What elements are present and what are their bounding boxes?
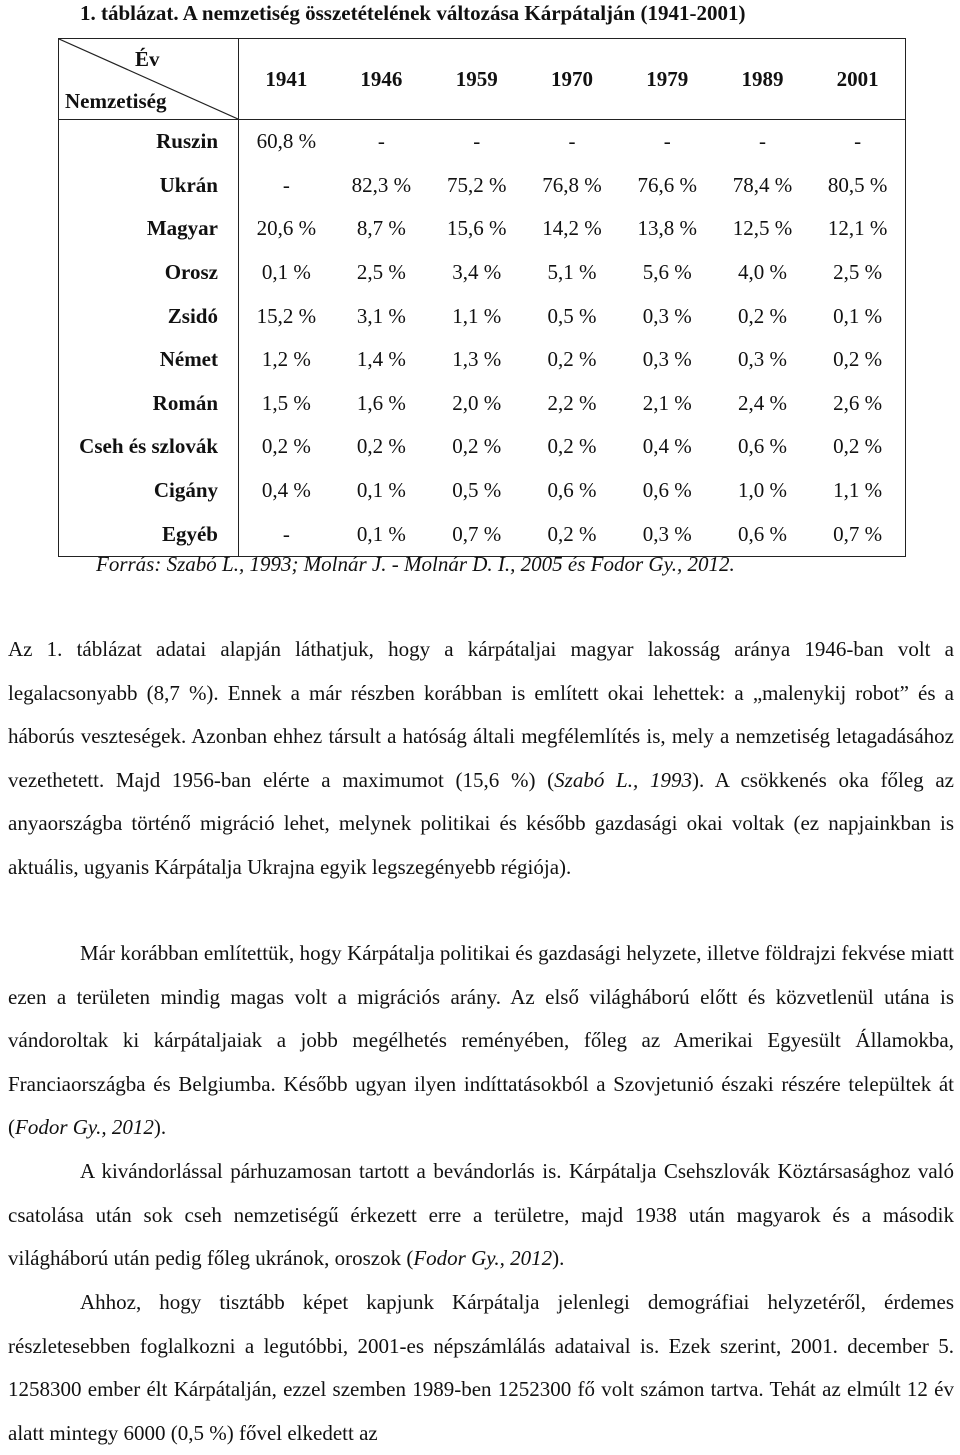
percentage-cell: 12,1 % [810,207,905,251]
table-row [59,338,906,382]
table-row [59,469,906,513]
percentage-cell: 0,2 % [547,347,597,372]
year-header: 1970 [524,39,619,120]
nationality-name-cell: Cigány [59,469,239,513]
percentage-cell: - [377,129,385,154]
percentage-cell: 2,0 % [452,390,502,415]
paragraph-text: A kivándorlással párhuzamosan tartott a bevándorlás is. Kárpátalja Csehszlovák Köztársasághoz való csatolása után sok cseh nemzetiségű érkezett erre a területre, majd 1938 után magyarok és a második világháború után pedig főleg ukránok, oroszok ( [8,1159,954,1270]
table-row [59,382,906,426]
percentage-cell: 1,1 % [810,469,905,513]
paragraph [8,932,954,1150]
percentage-cell: 0,3 % [642,347,692,372]
percentage-cell: 1,2 % [261,347,311,372]
percentage-cell: 1,1 % [452,303,502,328]
percentage-cell: 0,4 % [261,478,311,503]
paragraph-text: ). [153,1115,167,1139]
table-row [59,251,906,295]
percentage-cell: 5,1 % [547,260,597,285]
table-row [59,207,906,251]
percentage-cell: 1,6 % [356,390,406,415]
corner-label-nationality: Nemzetiség [65,89,167,113]
percentage-cell: 0,2 % [810,425,905,469]
nationality-name-cell: Orosz [59,251,239,295]
percentage-cell: 2,6 % [810,382,905,426]
paragraph-text: Ahhoz, hogy tisztább képet kapjunk Kárpátalja jelenlegi demográfiai helyzetéről, érdemes részletesebben foglalkozni a legutóbbi, 2001-es népszámlálás adataival is. Ezek szerint, 2001. december 5. 1258300 ember élt Kárpátalján, ezzel szemben 1989-ben 1252300 fő volt számon tartva. Tehát az elmúlt 12 év alatt mintegy 6000 (0,5 %) fővel elkedett az [8,1290,954,1445]
year-header: 2001 [810,39,905,120]
percentage-cell: 1,5 % [261,390,311,415]
percentage-cell: 60,8 % [256,129,317,154]
percentage-cell: 3,1 % [356,303,406,328]
percentage-cell: 80,5 % [810,164,905,208]
percentage-cell: 15,6 % [446,216,507,241]
percentage-cell: 2,4 % [738,390,788,415]
percentage-cell: 2,2 % [547,390,597,415]
paragraph-text: Már korábban említettük, hogy Kárpátalja politikai és gazdasági helyzete, illetve földrajzi fekvése miatt ezen a területen mindig magas volt a migrációs arány. Az első világháború előtt és közvetlenül utána is vándoroltak ki kárpátaljaiak a jobb megélhetés reményében, főleg az Amerikai Egyesült Államokba, Franciaországba és Belgiumba. Később ugyan ilyen indíttatásokból a Szovjetunió északi részére települtek át ( [8,941,954,1139]
percentage-cell: 0,1 % [334,512,429,556]
percentage-cell: 0,7 % [810,512,905,556]
paragraph [8,1281,954,1455]
percentage-cell: 12,5 % [732,216,793,241]
percentage-cell: 0,4 % [642,434,692,459]
percentage-cell: 13,8 % [637,216,698,241]
corner-header-cell [59,39,239,120]
percentage-cell: - [239,512,334,556]
percentage-cell: 0,6 % [738,434,788,459]
table-header-row [59,39,906,120]
nationality-table [58,38,906,557]
percentage-cell: 20,6 % [256,216,317,241]
percentage-cell: 15,2 % [256,303,317,328]
percentage-cell: 0,2 % [524,512,619,556]
percentage-cell: - [473,129,481,154]
table-source-note: Forrás: Szabó L., 1993; Molnár J. - Molnár D. I., 2005 és Fodor Gy., 2012. [96,552,735,576]
year-header: 1959 [429,39,524,120]
corner-label-year: Év [135,47,160,71]
percentage-cell: - [568,129,576,154]
table-row [59,425,906,469]
percentage-cell: 0,2 % [738,303,788,328]
percentage-cell: 0,7 % [429,512,524,556]
percentage-cell: 0,3 % [738,347,788,372]
percentage-cell: 0,6 % [715,512,810,556]
percentage-cell: 14,2 % [542,216,602,241]
percentage-cell: 0,1 % [810,294,905,338]
percentage-cell: 0,3 % [642,303,692,328]
paragraph [8,1150,954,1281]
table-caption: 1. táblázat. A nemzetiség összetételének változása Kárpátalján (1941-2001) [80,1,746,25]
year-header: 1989 [715,39,810,120]
percentage-cell: 76,6 % [637,172,698,197]
citation: Fodor Gy., 2012 [15,1115,154,1139]
percentage-cell: - [759,129,767,154]
percentage-cell: 1,4 % [356,347,406,372]
percentage-cell: 0,5 % [452,478,502,503]
percentage-cell: 0,2 % [356,434,406,459]
percentage-cell: 0,2 % [261,434,311,459]
citation: Fodor Gy., 2012 [413,1246,553,1270]
percentage-cell: 78,4 % [732,172,793,197]
percentage-cell: 0,5 % [547,303,597,328]
percentage-cell: 0,2 % [547,434,597,459]
nationality-name-cell: Román [59,382,239,426]
percentage-cell: 82,3 % [351,172,412,197]
year-header: 1946 [334,39,429,120]
year-header: 1941 [239,39,334,120]
percentage-cell: 3,4 % [452,260,502,285]
percentage-cell: 0,1 % [356,478,406,503]
percentage-cell: 1,3 % [452,347,502,372]
percentage-cell: 2,5 % [810,251,905,295]
percentage-cell: 75,2 % [446,172,507,197]
paragraph-text: Az 1. táblázat adatai alapján láthatjuk, hogy a kárpátaljai magyar lakosság aránya 1946-ban volt a legalacsonyabb (8,7 %). Ennek a már részben korábban is említett okai lehettek: a „malenykij robot” és a háborús veszteségek. Azonban ehhez társult a hatóság általi megfélemlítés is, mely a nemzetiség letagadásához vezethetett. Majd 1956-ban elérte a maximumot (15,6 %) ( [8,637,954,792]
paragraph [8,628,954,889]
nationality-name-cell: Egyéb [59,512,239,556]
table-row [59,164,906,208]
year-header: 1979 [620,39,715,120]
citation: Szabó L., 1993 [554,767,692,792]
percentage-cell: 4,0 % [738,260,788,285]
nationality-name-cell: Zsidó [59,294,239,338]
nationality-name-cell: Ruszin [59,120,239,164]
table-body [59,120,906,557]
table-row [59,120,906,164]
nationality-name-cell: Magyar [59,207,239,251]
percentage-cell: 0,6 % [642,478,692,503]
table-row [59,512,906,556]
table-row [59,294,906,338]
paragraph-text: ). [552,1246,565,1270]
nationality-name-cell: Cseh és szlovák [59,425,239,469]
percentage-cell: 2,1 % [642,390,692,415]
nationality-name-cell: Német [59,338,239,382]
paragraph-text: ). A csökkenés oka főleg az anyaországba történő migráció lehet, melynek politikai és később gazdasági okai voltak (ez napjainkban is aktuális, ugyanis Kárpátalja Ukrajna egyik legszegényebb régiója). [8,767,955,879]
percentage-cell: 0,1 % [261,260,311,285]
percentage-cell: 0,2 % [452,434,502,459]
percentage-cell: 76,8 % [542,172,602,197]
nationality-name-cell: Ukrán [59,164,239,208]
percentage-cell: 5,6 % [642,260,692,285]
percentage-cell: 0,6 % [547,478,597,503]
percentage-cell: - [663,129,671,154]
percentage-cell: - [282,172,290,197]
percentage-cell: - [810,120,905,164]
percentage-cell: 1,0 % [738,478,788,503]
percentage-cell: 8,7 % [356,216,406,241]
percentage-cell: 2,5 % [356,260,406,285]
percentage-cell: 0,2 % [810,338,905,382]
percentage-cell: 0,3 % [620,512,715,556]
